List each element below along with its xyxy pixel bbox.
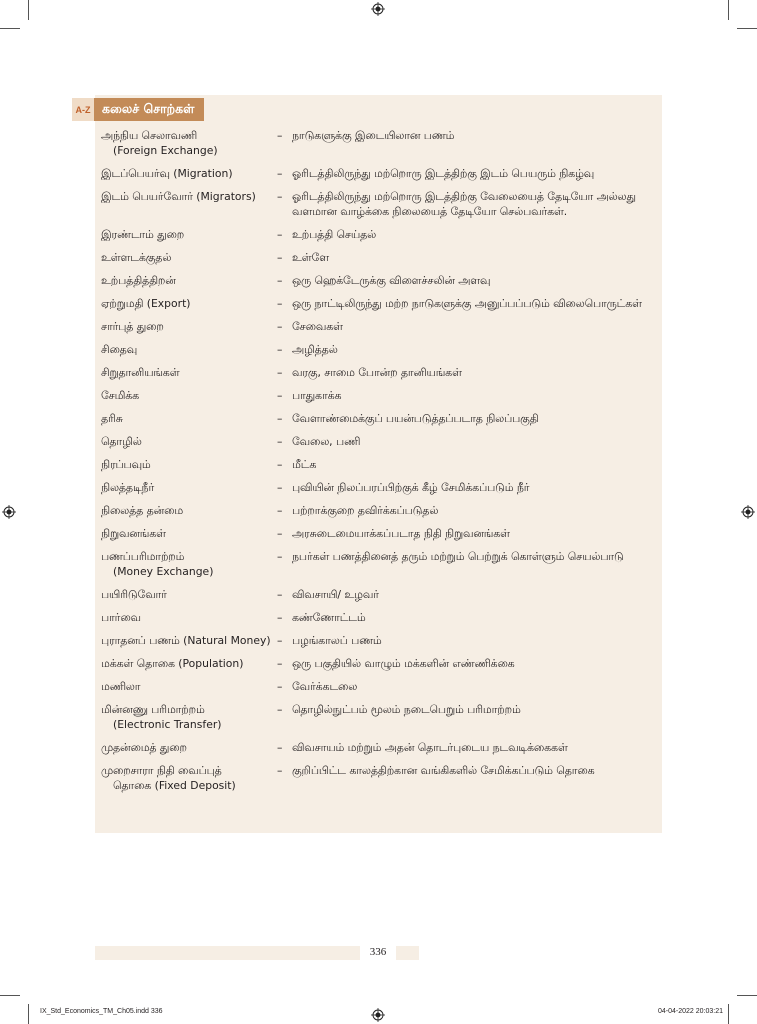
glossary-term-text: பார்வை	[101, 611, 141, 624]
glossary-dash: –	[277, 320, 283, 333]
glossary-term	[101, 166, 277, 181]
glossary-term	[101, 434, 277, 449]
glossary-row	[101, 365, 661, 380]
glossary-dash: –	[277, 343, 283, 356]
glossary-term-text: ஏற்றுமதி (Export)	[101, 297, 191, 310]
glossary-row	[101, 227, 661, 242]
crop-mark	[0, 28, 20, 29]
glossary-header	[72, 98, 204, 121]
glossary-row	[101, 434, 661, 449]
glossary-dash: –	[277, 190, 283, 203]
glossary-row	[101, 702, 661, 732]
glossary-definition: உற்பத்தி செய்தல்	[292, 228, 377, 241]
crop-mark	[737, 28, 757, 29]
glossary-term-text: பணப்பரிமாற்றம்	[101, 550, 185, 563]
glossary-row	[101, 189, 661, 219]
crop-mark	[28, 0, 29, 20]
glossary-term	[101, 656, 277, 671]
glossary-term-text: சார்புத் துறை	[101, 320, 164, 333]
glossary-definition: புவியின் நிலப்பரப்பிற்குக் கீழ் சேமிக்கப்படும் நீர்	[292, 481, 530, 494]
glossary-definition: வேர்க்கடலை	[292, 680, 358, 693]
glossary-term-text: தரிசு	[101, 412, 123, 425]
glossary-dash: –	[277, 412, 283, 425]
glossary-dash: –	[277, 481, 283, 494]
glossary-term	[101, 411, 277, 426]
glossary-row	[101, 411, 661, 426]
glossary-dash: –	[277, 228, 283, 241]
glossary-definition: வரகு, சாமை போன்ற தானியங்கள்	[292, 366, 462, 379]
glossary-definition: தொழில்நுட்பம் மூலம் நடைபெறும் பரிமாற்றம்	[292, 703, 521, 716]
glossary-term	[101, 342, 277, 357]
glossary-dash: –	[277, 764, 283, 777]
glossary-term	[101, 250, 277, 265]
glossary-row	[101, 296, 661, 311]
glossary-term	[101, 319, 277, 334]
glossary-term-text: நிலத்தடிநீர்	[101, 481, 155, 494]
glossary-term-subtext: தொகை (Fixed Deposit)	[113, 779, 236, 792]
glossary-term	[101, 526, 277, 541]
glossary-term-subtext: (Money Exchange)	[113, 565, 214, 578]
glossary-row	[101, 319, 661, 334]
timestamp: 04-04-2022 20:03:21	[658, 1008, 723, 1015]
glossary-term-text: முறைசாரா நிதி வைப்புத்	[101, 764, 222, 777]
glossary-definition: நாடுகளுக்கு இடையிலான பணம்	[292, 129, 455, 142]
glossary-dash: –	[277, 611, 283, 624]
glossary-dash: –	[277, 741, 283, 754]
glossary-list	[101, 128, 661, 801]
glossary-definition: நபர்கள் பணத்தினைத் தரும் மற்றும் பெற்றுக் கொள்ளும் செயல்பாடு	[292, 550, 624, 563]
glossary-term-text: மக்கள் தொகை (Population)	[101, 657, 244, 670]
glossary-row	[101, 503, 661, 518]
glossary-term-text: புராதனப் பணம் (Natural Money)	[101, 634, 271, 647]
glossary-row	[101, 250, 661, 265]
glossary-term	[101, 457, 277, 472]
glossary-definition: ஓரிடத்திலிருந்து மற்றொரு இடத்திற்கு வேலையைத் தேடியோ அல்லது வளமான வாழ்க்கை நிலையைத் தேடியோ செல்பவர்கள்.	[292, 190, 636, 218]
glossary-row	[101, 166, 661, 181]
glossary-row	[101, 656, 661, 671]
glossary-term-text: உள்ளடக்குதல்	[101, 251, 172, 264]
glossary-row	[101, 273, 661, 288]
registration-mark-icon	[2, 505, 16, 519]
glossary-term-text: முதன்மைத் துறை	[101, 741, 187, 754]
glossary-dash: –	[277, 504, 283, 517]
crop-mark	[728, 0, 729, 20]
glossary-term-text: நிலைத்த தன்மை	[101, 504, 184, 517]
glossary-row	[101, 128, 661, 158]
glossary-definition: ஓரிடத்திலிருந்து மற்றொரு இடத்திற்கு இடம் பெயரும் நிகழ்வு	[292, 167, 595, 180]
glossary-term	[101, 587, 277, 602]
crop-mark	[28, 1004, 29, 1024]
glossary-row	[101, 740, 661, 755]
glossary-term	[101, 296, 277, 311]
glossary-row	[101, 610, 661, 625]
glossary-term	[101, 227, 277, 242]
glossary-definition: ஒரு பகுதியில் வாழும் மக்களின் எண்ணிக்கை	[292, 657, 515, 670]
glossary-term	[101, 128, 277, 158]
glossary-row	[101, 388, 661, 403]
glossary-definition: பற்றாக்குறை தவிர்க்கப்படுதல்	[292, 504, 439, 517]
glossary-dash: –	[277, 703, 283, 716]
glossary-dash: –	[277, 251, 283, 264]
glossary-term-text: சிறுதானியங்கள்	[101, 366, 180, 379]
glossary-term-text: பயிரிடுவோர்	[101, 588, 167, 601]
glossary-definition: மீட்க	[292, 458, 317, 471]
glossary-definition: பாதுகாக்க	[292, 389, 342, 402]
glossary-dash: –	[277, 274, 283, 287]
glossary-term	[101, 503, 277, 518]
glossary-term	[101, 480, 277, 495]
glossary-term-text: உற்பத்தித்திறன்	[101, 274, 176, 287]
glossary-dash: –	[277, 129, 283, 142]
glossary-term-text: இரண்டாம் துறை	[101, 228, 185, 241]
glossary-dash: –	[277, 389, 283, 402]
glossary-row	[101, 763, 661, 793]
glossary-definition: விவசாயி/ உழவர்	[292, 588, 379, 601]
page-number: 336	[360, 944, 396, 960]
file-name: IX_Std_Economics_TM_Ch05.indd 336	[40, 1008, 163, 1015]
glossary-definition: அரசுடைமையாக்கப்படாத நிதி நிறுவனங்கள்	[292, 527, 510, 540]
glossary-row	[101, 480, 661, 495]
glossary-term-text: மின்னணு பரிமாற்றம்	[101, 703, 205, 716]
glossary-term-text: இடம் பெயர்வோர் (Migrators)	[101, 190, 256, 203]
glossary-definition: விவசாயம் மற்றும் அதன் தொடர்புடைய நடவடிக்கைகள்	[292, 741, 568, 754]
glossary-row	[101, 342, 661, 357]
glossary-definition: உள்ளே	[292, 251, 329, 264]
glossary-term	[101, 365, 277, 380]
glossary-row	[101, 679, 661, 694]
glossary-definition: ஒரு நாட்டிலிருந்து மற்ற நாடுகளுக்கு அனுப்பப்படும் விலைபொருட்கள்	[292, 297, 642, 310]
crop-mark	[728, 1004, 729, 1024]
glossary-term	[101, 740, 277, 755]
glossary-term	[101, 679, 277, 694]
glossary-term-text: இடப்பெயர்வு (Migration)	[101, 167, 233, 180]
glossary-term-text: நிறுவனங்கள்	[101, 527, 166, 540]
glossary-term	[101, 388, 277, 403]
glossary-dash: –	[277, 435, 283, 448]
glossary-definition: ஒரு ஹெக்டேருக்கு விளைச்சலின் அளவு	[292, 274, 491, 287]
crop-mark	[0, 995, 20, 996]
glossary-dash: –	[277, 527, 283, 540]
glossary-row	[101, 549, 661, 579]
glossary-term	[101, 633, 277, 648]
glossary-dash: –	[277, 588, 283, 601]
glossary-term-text: அந்நிய செலாவணி	[101, 129, 197, 142]
glossary-term	[101, 610, 277, 625]
glossary-dash: –	[277, 458, 283, 471]
glossary-definition: வேளாண்மைக்குப் பயன்படுத்தப்படாத நிலப்பகுதி	[292, 412, 539, 425]
crop-mark	[737, 995, 757, 996]
glossary-definition: சேவைகள்	[292, 320, 343, 333]
glossary-term-text: மணிலா	[101, 680, 141, 693]
glossary-definition: கண்ணோட்டம்	[292, 611, 366, 624]
glossary-row	[101, 633, 661, 648]
glossary-term-subtext: (Foreign Exchange)	[113, 144, 218, 157]
glossary-dash: –	[277, 167, 283, 180]
glossary-dash: –	[277, 680, 283, 693]
glossary-row	[101, 526, 661, 541]
glossary-definition: வேலை, பணி	[292, 435, 361, 448]
glossary-term-text: தொழில்	[101, 435, 142, 448]
glossary-term	[101, 189, 277, 219]
glossary-dash: –	[277, 366, 283, 379]
glossary-term-text: சேமிக்க	[101, 389, 140, 402]
glossary-term	[101, 549, 277, 579]
registration-mark-icon	[371, 1008, 385, 1022]
az-badge: A-Z	[72, 98, 94, 121]
glossary-definition: குறிப்பிட்ட காலத்திற்கான வங்கிகளில் சேமிக்கப்படும் தொகை	[292, 764, 595, 777]
glossary-dash: –	[277, 657, 283, 670]
registration-mark-icon	[741, 505, 755, 519]
registration-mark-icon	[371, 2, 385, 16]
glossary-term	[101, 273, 277, 288]
glossary-title: கலைச் சொற்கள்	[94, 98, 204, 121]
glossary-dash: –	[277, 550, 283, 563]
glossary-term	[101, 763, 277, 793]
glossary-row	[101, 587, 661, 602]
glossary-definition: அழித்தல்	[292, 343, 338, 356]
glossary-term-text: நிரப்பவும்	[101, 458, 151, 471]
glossary-definition: பழங்காலப் பணம்	[292, 634, 382, 647]
glossary-dash: –	[277, 297, 283, 310]
glossary-dash: –	[277, 634, 283, 647]
glossary-row	[101, 457, 661, 472]
glossary-term	[101, 702, 277, 732]
glossary-term-subtext: (Electronic Transfer)	[113, 718, 222, 731]
glossary-term-text: சிதைவு	[101, 343, 138, 356]
